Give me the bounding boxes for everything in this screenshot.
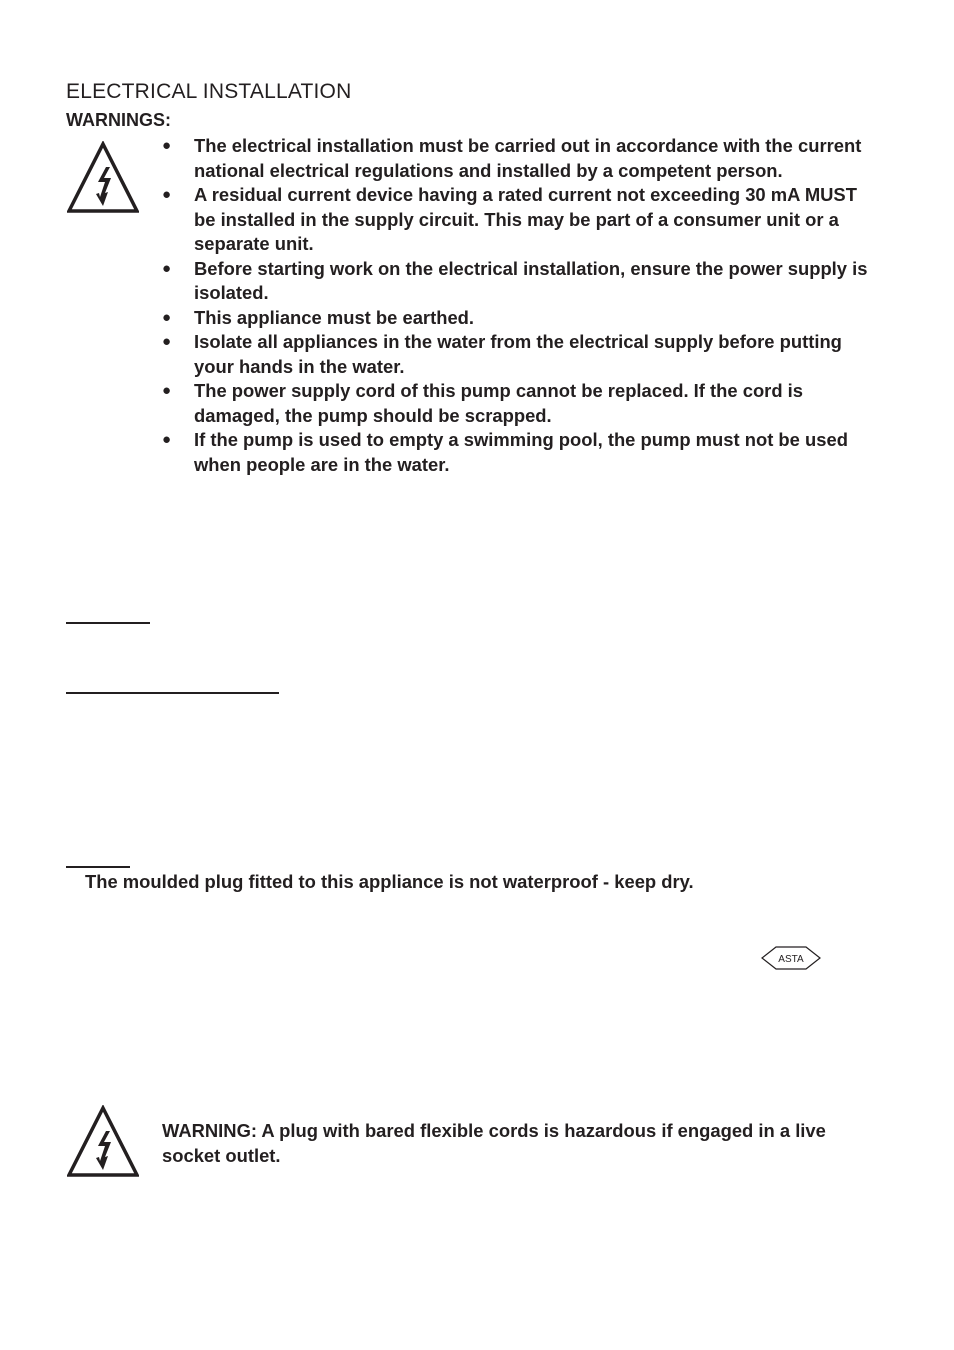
warnings-list: [162, 134, 882, 477]
plug-note: The moulded plug fitted to this appliance is not waterproof - keep dry.: [85, 871, 694, 892]
list-item: [162, 306, 882, 331]
asta-mark-icon: [760, 944, 822, 972]
warning-text: Isolate all appliances in the water from the electrical supply before putting your hands in the water.: [194, 331, 842, 377]
list-item: [162, 134, 882, 183]
warning-text: If the pump is used to empty a swimming pool, the pump must not be used when people are in the water.: [194, 429, 848, 475]
warning-text: This appliance must be earthed.: [194, 306, 475, 328]
bullet-icon: ●: [162, 308, 172, 326]
divider-line: [66, 866, 130, 868]
asta-label: ASTA: [778, 954, 804, 965]
section-title: ELECTRICAL INSTALLATION: [66, 80, 352, 103]
list-item: [162, 428, 882, 477]
electric-hazard-icon: [67, 141, 139, 213]
bullet-icon: ●: [162, 431, 172, 448]
warnings-heading: WARNINGS:: [66, 110, 171, 130]
warning-text: The power supply cord of this pump cannot be replaced. If the cord is damaged, the pump should be scrapped.: [194, 380, 804, 426]
bullet-icon: ●: [162, 382, 172, 399]
list-item: [162, 257, 882, 306]
bullet-icon: ●: [162, 137, 172, 154]
warning-text: A residual current device having a rated current not exceeding 30 mA MUST be installed in the supply circuit. This may be part of a consumer unit or a separate unit.: [194, 184, 857, 254]
list-item: [162, 183, 882, 257]
warning-text: Before starting work on the electrical installation, ensure the power supply is isolated.: [194, 257, 868, 303]
bullet-icon: ●: [162, 333, 172, 350]
bottom-warning: WARNING: A plug with bared flexible cords is hazardous if engaged in a live socket outlet.: [162, 1120, 826, 1166]
bullet-icon: ●: [162, 186, 172, 203]
divider-line: [66, 692, 279, 694]
warning-text: The electrical installation must be carried out in accordance with the current national electrical regulations and installed by a competent person.: [194, 135, 862, 181]
list-item: [162, 379, 882, 428]
bullet-icon: ●: [162, 259, 172, 277]
electric-hazard-icon: [67, 1105, 139, 1177]
list-item: [162, 330, 882, 379]
divider-line: [66, 622, 150, 624]
